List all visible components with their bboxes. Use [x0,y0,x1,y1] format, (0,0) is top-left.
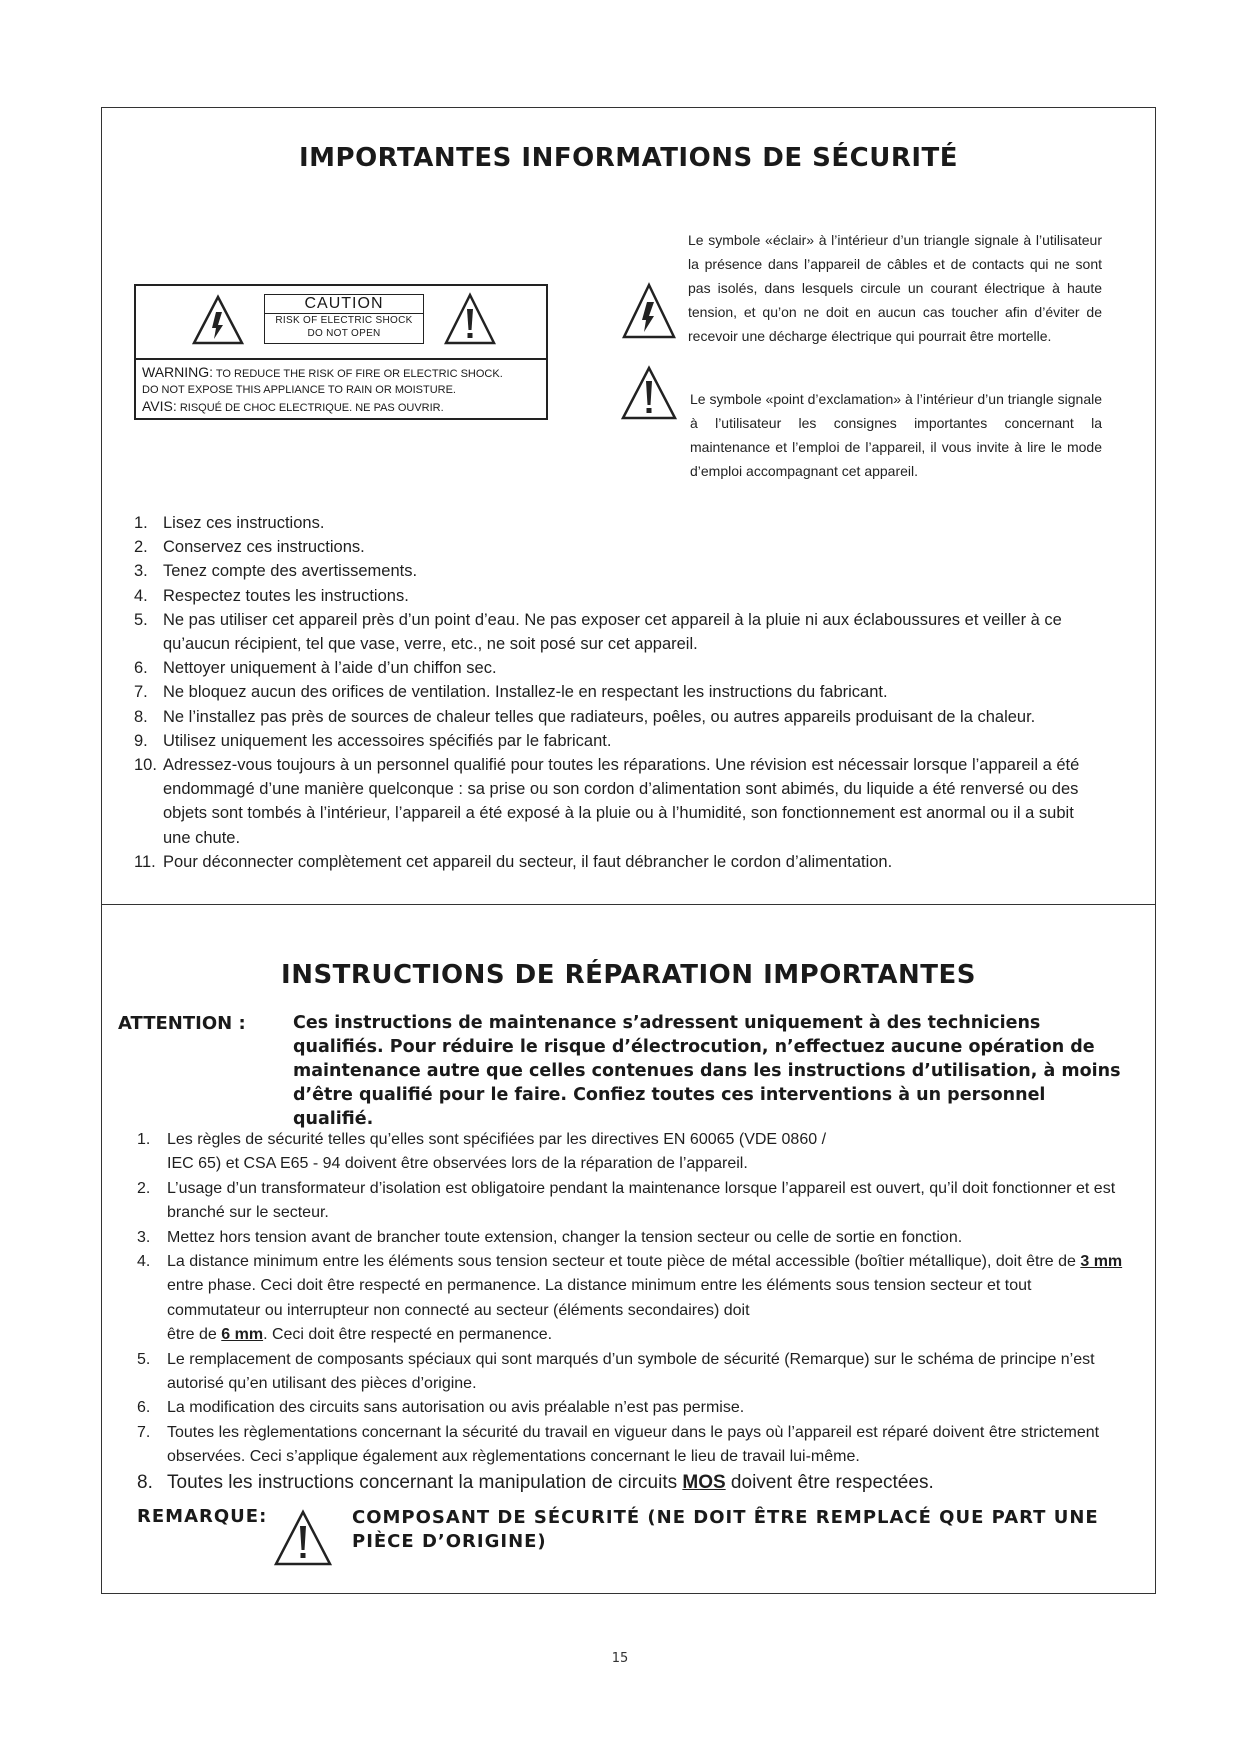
distance-3mm: 3 mm [1080,1253,1123,1271]
section-divider [101,904,1156,905]
warning-text-2: DO NOT EXPOSE THIS APPLIANCE TO RAIN OR MOISTURE. [142,384,456,396]
safety-instructions-list [134,511,1094,874]
list-item: 5. Le remplacement de composants spéciaux qui sont marqués d’un symbole de sécurité (Remarque) sur le schéma de principe n’est autorisé qu’en utilisant des pièces d’origine. [137,1350,1095,1393]
list-item: 6. La modification des circuits sans autorisation ou avis préalable n’est pas permise. [137,1399,745,1417]
risk-line-2: DO NOT OPEN [307,328,381,339]
list-item: 11. Pour déconnecter complètement cet appareil du secteur, il faut débrancher le cordon d’alimentation. [134,852,893,871]
lightning-description: Le symbole «éclair» à l’intérieur d’un triangle signale à l’utilisateur la présence dans l’appareil de câbles et de contacts qui ne sont pas isolés, dans lesquels circule un courant électrique à haute tension, et qu’on ne doit en aucun cas toucher afin d’éviter de recevoir une décharge électrique qui pourrait être mortelle. [688,232,1102,344]
list-item: 10. Adressez-vous toujours à un personnel qualifié pour toutes les réparations. Une révision est nécessair lorsque l’appareil a été endommagé d’une manière quelconque : sa prise ou son cordon d’alimentation sont abimés, du liquide a été renversé ou des objets sont tombés à l’intérieur, l’appareil a été exposé à la pluie ou à l’humidité, son fonctionnement est anormal ou il a subit une chute. [134,756,1080,847]
exclamation-symbol-icon [620,365,678,421]
list-item: 3. Tenez compte des avertissements. [134,562,418,581]
exclamation-description: Le symbole «point d’exclamation» à l’intérieur d’un triangle signale à l’utilisateur les consignes importantes concernant la maintenance et l’emploi de l’appareil, il vous invite à lire le mode d’emploi accompagnant cet appareil. [690,391,1102,479]
warning-text-1: TO REDUCE THE RISK OF FIRE OR ELECTRIC SHOCK. [213,368,503,380]
exclamation-warning-icon [273,1509,333,1567]
list-item: 8. Toutes les instructions concernant la manipulation de circuits MOS doivent être respectées. [137,1471,934,1493]
list-item: 7. Ne bloquez aucun des orifices de ventilation. Installez-le en respectant les instructions du fabricant. [134,683,888,702]
list-item: 4. La distance minimum entre les éléments sous tension secteur et toute pièce de métal accessible (boîtier métallique), doit être de 3 mm entre phase. Ceci doit être respecté en permanence. La distance minimum entre les éléments sous tension secteur et tout commutateur ou interrupteur non connecté au secteur (éléments secondaires) doit être de 6 mm. Ceci doit être respecté en permanence. [137,1253,1123,1344]
list-item: 3. Mettez hors tension avant de brancher toute extension, changer la tension secteur ou celle de sortie en fonction. [137,1228,963,1246]
attention-label: ATTENTION : [118,1013,246,1034]
exclamation-triangle-icon [444,292,496,346]
remark-text: COMPOSANT DE SÉCURITÉ (NE DOIT ÊTRE REMPLACÉ QUE PART UNE PIÈCE D’ORIGINE) [352,1507,1099,1552]
safety-title: IMPORTANTES INFORMATIONS DE SÉCURITÉ [298,143,959,173]
repair-title: INSTRUCTIONS DE RÉPARATION IMPORTANTES [281,960,976,990]
lightning-symbol-icon [622,282,676,340]
distance-6mm: 6 mm [221,1326,264,1344]
avis-prefix: AVIS: [142,398,177,414]
mos-term: MOS [682,1471,726,1493]
attention-text: Ces instructions de maintenance s’adressent uniquement à des techniciens qualifiés. Pour réduire le risque d’électrocution, n’effectuez aucune opération de maintenance autre que celles contenues dans les instructions d’utilisation, à moins d’être qualifié pour le faire. Confiez toutes ces interventions à un personnel qualifié. [293,1013,1121,1129]
list-item: 1. Lisez ces instructions. [134,514,325,532]
caution-heading: CAUTION [265,295,423,314]
list-item: 5. Ne pas utiliser cet appareil près d’un point d’eau. Ne pas exposer cet appareil à la pluie ni aux éclaboussures et veiller à ce qu’aucun récipient, tel que vase, verre, etc., ne soit posé sur cet appareil. [134,610,1062,654]
list-item: 7. Toutes les règlementations concernant la sécurité du travail en vigueur dans le pays où l’appareil est réparé doivent être strictement observées. Ceci s’applique également aux règlementations concernant le lieu de travail lui-même. [137,1423,1100,1466]
list-item: 2. L’usage d’un transformateur d’isolation est obligatoire pendant la maintenance lorsque l’appareil est ouvert, qu’il doit fonctionner et est branché sur le secteur. [137,1179,1116,1222]
list-item: 6. Nettoyer uniquement à l’aide d’un chiffon sec. [134,659,497,678]
list-item: 2. Conservez ces instructions. [134,538,365,557]
caution-inner-box [264,294,424,344]
list-item: 9. Utilisez uniquement les accessoires spécifiés par le fabricant. [134,731,612,750]
repair-instructions-list [137,1128,1127,1496]
list-item: 4. Respectez toutes les instructions. [134,586,409,605]
warning-prefix: WARNING: [142,364,214,380]
caution-label-box [134,284,548,420]
page-number: 15 [611,1651,629,1666]
avis-text: RISQUÉ DE CHOC ELECTRIQUE. NE PAS OUVRIR. [176,402,444,414]
remark-label: REMARQUE: [137,1506,268,1527]
risk-line-1: RISK OF ELECTRIC SHOCK [275,315,413,326]
caution-separator [136,358,546,360]
lightning-triangle-icon [192,294,244,346]
list-item: 8. Ne l’installez pas près de sources de chaleur telles que radiateurs, poêles, ou autres appareils produisant de la chaleur. [134,707,1036,726]
warning-text [142,364,542,416]
list-item: 1. Les règles de sécurité telles qu’elles sont spécifiées par les directives EN 60065 (VDE 0860 / IEC 65) et CSA E65 - 94 doivent être observées lors de la réparation de l’appareil. [137,1131,827,1173]
